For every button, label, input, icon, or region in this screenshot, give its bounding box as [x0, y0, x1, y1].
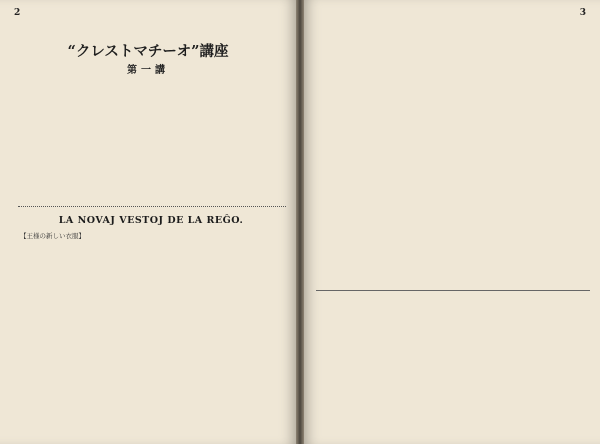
lesson-number-heading: 第一講	[127, 65, 169, 76]
left-page-number: 2	[14, 8, 21, 18]
right-page	[304, 0, 600, 444]
lesson-series-title: “クレストマチーオ”講座	[67, 43, 229, 60]
section-divider	[18, 206, 286, 207]
article-subtitle: 【王様の新しい衣服】	[20, 232, 85, 240]
book-gutter	[296, 0, 304, 444]
notes-divider	[316, 290, 590, 291]
right-page-number: 3	[579, 8, 586, 18]
article-title: LA NOVAJ VESTOJ DE LA REĜO.	[58, 215, 244, 226]
left-page	[0, 0, 296, 444]
